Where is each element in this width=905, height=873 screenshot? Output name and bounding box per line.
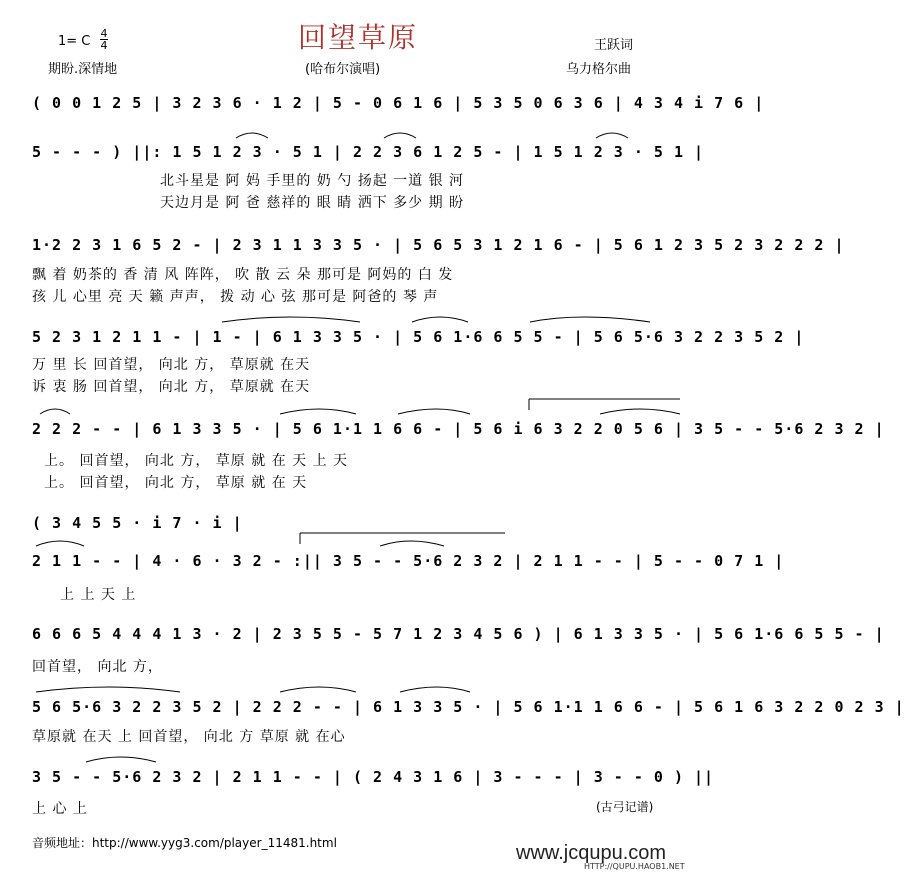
lyric-line: 上。 回首望， 向北 方， 草原 就 在 天 上 天 — [44, 453, 349, 469]
time-bottom: 4 — [100, 39, 108, 52]
lyric-line: 上。 回首望， 向北 方， 草原 就 在 天 — [44, 475, 308, 491]
lyric-line: 草原就 在天 上 回首望， 向北 方 草原 就 在心 — [32, 729, 346, 745]
transcriber-note: (古弓记谱) — [596, 800, 654, 814]
lyric-line: 孩 儿 心里 亮 天 籁 声声， 拨 动 心 弦 那可是 阿爸的 琴 声 — [32, 289, 439, 305]
notation-line: 2 1 1 - - | 4 · 6 · 3 2 - :|| 3 5 - - 5·6 2 3 2 | 2 1 1 - - | 5 - - 0 7 1 | — [32, 552, 785, 570]
page-title: 回望草原 — [298, 21, 419, 54]
site-watermark-small: HTTP://QUPU.HAOB1.NET — [584, 862, 685, 871]
notation-line: ( 0 0 1 2 5 | 3 2 3 6 · 1 2 | 5 - 0 6 1 6 | 5 3 5 0 6 3 6 | 4 3 4 i 7 6 | — [32, 94, 765, 112]
lyric-line: 天边月是 阿 爸 慈祥的 眼 睛 洒下 多少 期 盼 — [160, 195, 465, 211]
time-top: 4 — [100, 27, 108, 40]
notation-line: ( 3 4 5 5 · i 7 · i | — [32, 514, 243, 532]
notation-line: 2 2 2 - - | 6 1 3 3 5 · | 5 6 1·1 1 6 6 - | 5 6 i 6 3 2 2 0 5 6 | 3 5 - - 5·6 2 3 2 | — [32, 420, 885, 438]
notation-line: 5 - - - ) ||: 1 5 1 2 3 · 5 1 | 2 2 3 6 1 2 5 - | 1 5 1 2 3 · 5 1 | — [32, 143, 705, 161]
lyric-line: 上 心 上 — [32, 801, 88, 817]
tempo-marking: 期盼.深情地 — [48, 62, 118, 77]
notation-line: 1·2 2 3 1 6 5 2 - | 2 3 1 1 3 3 5 · | 5 6 5 3 1 2 1 6 - | 5 6 1 2 3 5 2 3 2 2 2 | — [32, 236, 845, 254]
lyric-line: 回首望， 向北 方， — [32, 659, 163, 675]
notation-line: 6 6 6 5 4 4 4 1 3 · 2 | 2 3 5 5 - 5 7 1 2 3 4 5 6 ) | 6 1 3 3 5 · | 5 6 1·6 6 5 5 - | — [32, 625, 885, 643]
notation-line: 3 5 - - 5·6 2 3 2 | 2 1 1 - - | ( 2 4 3 1 6 | 3 - - - | 3 - - 0 ) || — [32, 768, 715, 786]
lyric-line: 飘 着 奶茶的 香 清 风 阵阵， 吹 散 云 朵 那可是 阿妈的 白 发 — [32, 267, 454, 283]
lyric-line: 诉 衷 肠 回首望， 向北 方， 草原就 在天 — [32, 379, 311, 395]
lyric-line: 上 上 天 上 — [60, 587, 137, 603]
key-label: 1= C — [58, 34, 91, 49]
notation-line: 5 2 3 1 2 1 1 - | 1 - | 6 1 3 3 5 · | 5 6 1·6 6 5 5 - | 5 6 5·6 3 2 2 3 5 2 | — [32, 328, 805, 346]
notation-line: 5 6 5·6 3 2 2 3 5 2 | 2 2 2 - - | 6 1 3 3 5 · | 5 6 1·1 1 6 6 - | 5 6 1 6 3 2 2 0 2 3 | — [32, 698, 905, 716]
lyric-line: 万 里 长 回首望， 向北 方， 草原就 在天 — [32, 357, 311, 373]
audio-link[interactable]: 音频地址：http://www.yyg3.com/player_11481.html — [32, 836, 337, 850]
performer-credit: (哈布尔演唱) — [305, 62, 381, 77]
lyric-line: 北斗星是 阿 妈 手里的 奶 勺 扬起 一道 银 河 — [160, 173, 465, 189]
site-watermark: www.jcqupu.com — [516, 842, 667, 864]
composer-credit: 乌力格尔曲 — [566, 62, 632, 77]
lyricist-credit: 王跃词 — [594, 38, 634, 53]
